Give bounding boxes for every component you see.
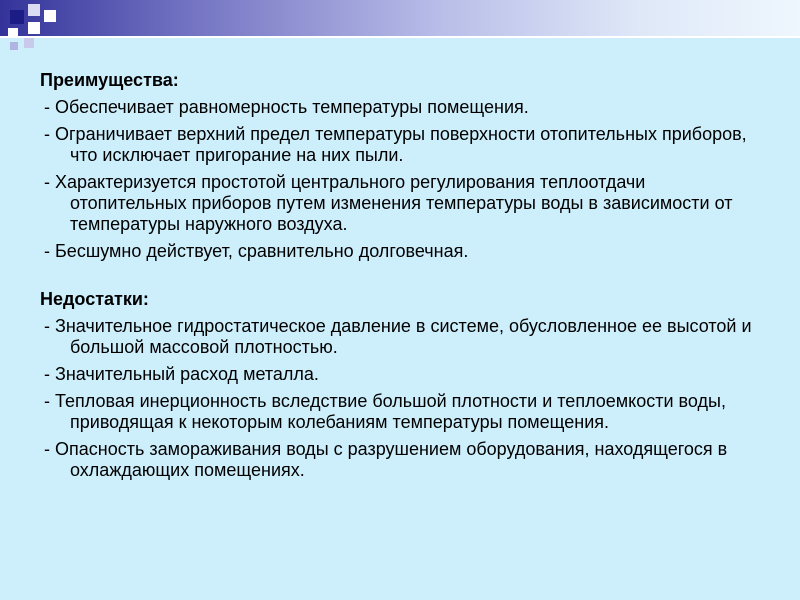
decorative-square xyxy=(44,10,56,22)
decorative-square xyxy=(10,42,18,50)
disadvantage-item: - Тепловая инерционность вследствие большой плотности и теплоемкости воды, приводящая к некоторым колебаниям температуры помещения. xyxy=(44,391,726,432)
header-decoration-band xyxy=(0,0,800,36)
decorative-square xyxy=(28,22,40,34)
decorative-square xyxy=(24,38,34,48)
advantage-item: - Ограничивает верхний предел температуры поверхности отопительных приборов, что исключает пригорание на них пыли. xyxy=(44,124,747,165)
slide-body xyxy=(40,70,760,487)
disadvantage-item: - Значительное гидростатическое давление в системе, обусловленное ее высотой и большой массовой плотностью. xyxy=(44,316,752,357)
section-spacer xyxy=(40,268,760,289)
advantage-item: - Обеспечивает равномерность температуры помещения. xyxy=(44,97,529,117)
decorative-square xyxy=(10,10,24,24)
disadvantage-item: - Опасность замораживания воды с разрушением оборудования, находящегося в охлаждающих помещениях. xyxy=(44,439,728,480)
advantage-item: - Бесшумно действует, сравнительно долговечная. xyxy=(44,241,469,261)
disadvantages-heading: Недостатки: xyxy=(40,289,149,309)
decorative-square xyxy=(8,28,18,38)
advantages-heading: Преимущества: xyxy=(40,70,179,90)
advantage-item: - Характеризуется простотой центрального регулирования теплоотдачи отопительных приборов путем изменения температуры воды в зависимости от температуры наружного воздуха. xyxy=(44,172,733,234)
decorative-square xyxy=(28,4,40,16)
disadvantage-item: - Значительный расход металла. xyxy=(44,364,319,384)
